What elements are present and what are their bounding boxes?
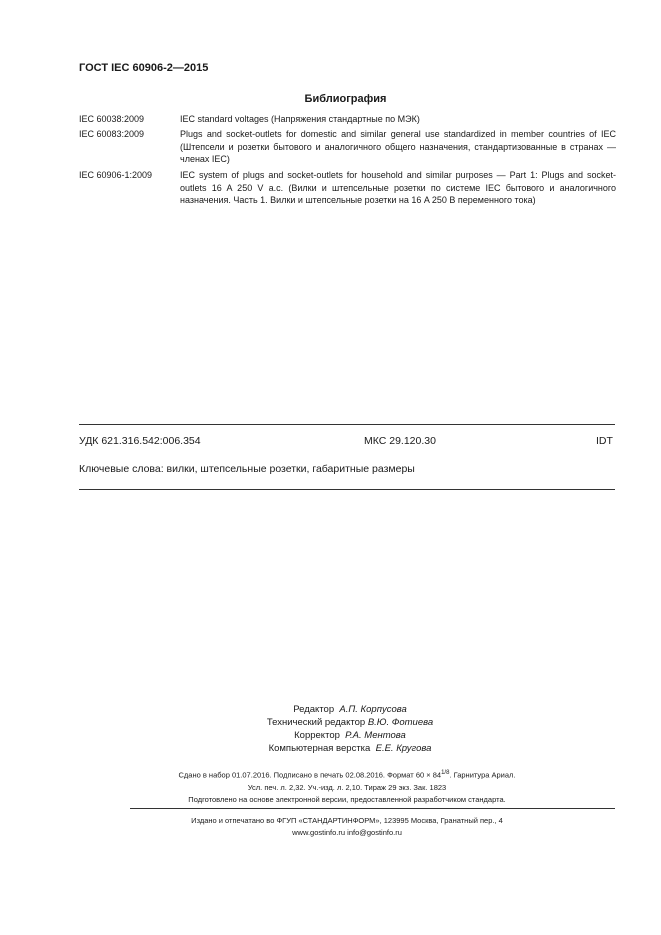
credit-name: Р.А. Ментова [345, 730, 406, 741]
bibliography-code: IEC 60906-1:2009 [79, 170, 153, 180]
credit-name: В.Ю. Фотиева [367, 717, 434, 728]
bibliography-text: IEC system of plugs and socket-outlets for household and similar purposes — Part 1: Plugs and socket-outlets 16 A 250 V a.c. (Вилки и штепсельные розетки по системе IEC бытового и аналогичного назначения. Часть 1. Вилки и штепсельные розетки на 16 A 250 В переменного тока) [180, 170, 616, 206]
credit-line [200, 703, 500, 716]
credit-role: Редактор [293, 704, 335, 715]
credit-role: Технический редактор [266, 717, 366, 728]
print-details [79, 767, 615, 806]
print-line-3: Подготовлено на основе электронной версии, предоставленной разработчиком стандарта. [188, 794, 506, 804]
print-line-2: Усл. печ. л. 2,32. Уч.-изд. л. 2,10. Тираж 29 экз. Зак. 1823 [247, 782, 447, 792]
divider-print [130, 808, 615, 809]
document-header: ГОСТ IEC 60906-2—2015 [79, 62, 209, 74]
bibliography-text: IEC standard voltages (Напряжения стандартные по МЭК) [180, 114, 420, 124]
bibliography-title: Библиография [304, 93, 387, 105]
bibliography-code: IEC 60038:2009 [79, 114, 145, 124]
credit-line [200, 716, 500, 729]
divider-bottom [79, 489, 615, 490]
divider-top [79, 424, 615, 425]
credit-line [200, 742, 500, 755]
udk-code: УДК 621.316.542:006.354 [79, 435, 201, 447]
bibliography-text: Plugs and socket-outlets for domestic and similar general use standardized in member countries of IEC (Штепсели и розетки бытового и аналогичного общего назначения, стандартизованные в странах — членах IEC) [180, 129, 616, 165]
credits-block [200, 703, 500, 755]
publisher-details [79, 815, 615, 839]
bibliography-code: IEC 60083:2009 [79, 129, 145, 139]
idt-label: IDT [596, 435, 613, 447]
publisher-web: www.gostinfo.ru info@gostinfo.ru [292, 828, 402, 837]
print-line-1: Сдано в набор 01.07.2016. Подписано в печать 02.08.2016. Формат $60 \times 84^{1/8}$. Гарнитура Ариал. [178, 770, 516, 780]
credit-line [200, 729, 500, 742]
credit-name: Е.Е. Кругова [375, 743, 432, 754]
mks-code: МКС 29.120.30 [364, 435, 436, 447]
credit-role: Корректор [294, 730, 340, 741]
format-fraction: 1/8 [441, 770, 450, 776]
keywords: Ключевые слова: вилки, штепсельные розетки, габаритные размеры [79, 463, 415, 475]
publisher-line: Издано и отпечатано во ФГУП «СТАНДАРТИНФОРМ», 123995 Москва, Гранатный пер., 4 [191, 816, 503, 825]
credit-role: Компьютерная верстка [268, 743, 371, 754]
credit-name: А.П. Корпусова [339, 704, 407, 715]
